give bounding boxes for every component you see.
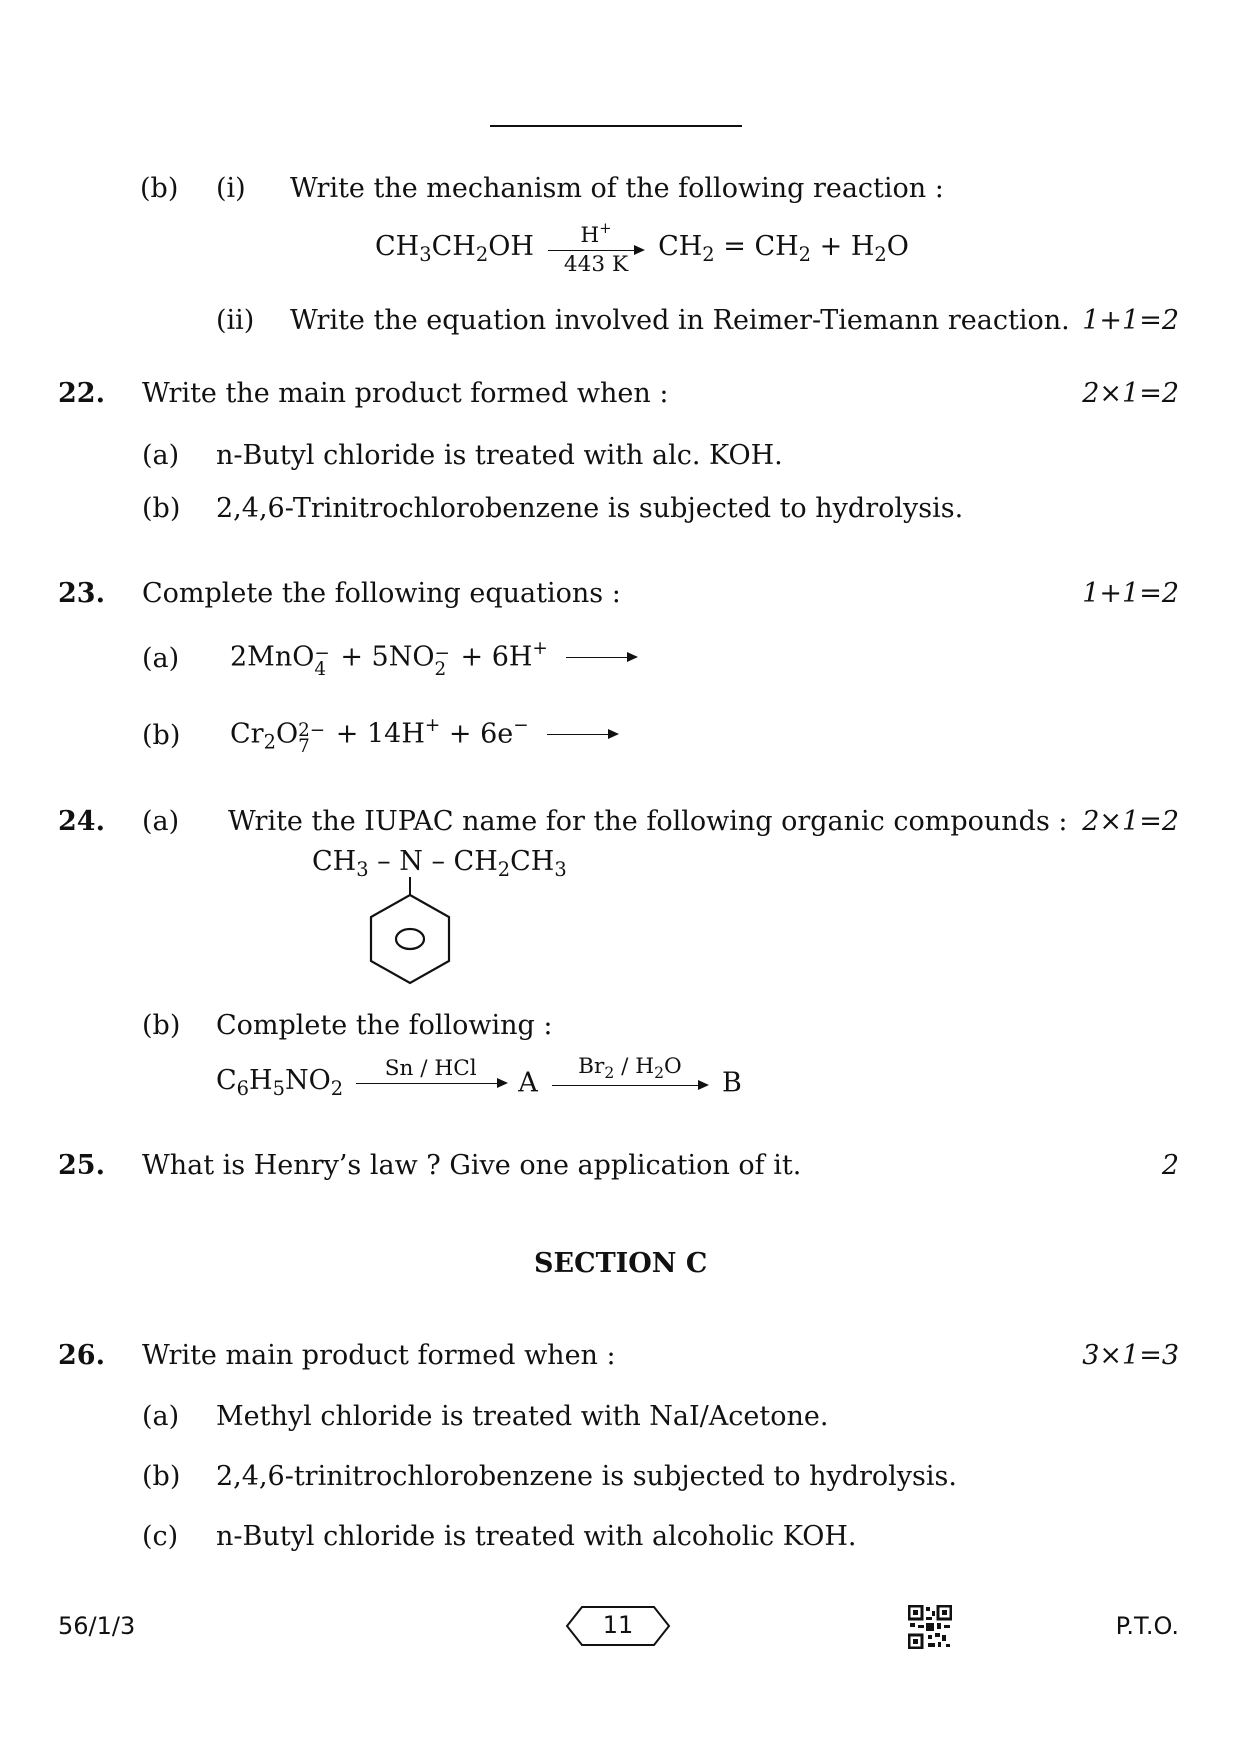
q26-number: 26. — [58, 1340, 105, 1371]
q22-marks: 2×1=2 — [1082, 378, 1179, 409]
q24-b-arrow-2: $Br_2 / H_2O$ — [552, 1056, 707, 1110]
q23-marks: 1+1=2 — [1082, 578, 1179, 609]
q23-b-label: (b) — [142, 720, 181, 751]
q26-text: Write main product formed when : — [142, 1340, 616, 1371]
q24-b-text: Complete the following : — [216, 1010, 553, 1041]
page-number: 11 — [602, 1611, 634, 1639]
q23-a-arrow — [566, 657, 636, 658]
q24-a-text: Write the IUPAC name for the following organic compounds : — [228, 806, 1068, 837]
q22-number: 22. — [58, 378, 105, 409]
q21b-ii-label: (ii) — [216, 305, 255, 336]
q23-b-arrow — [547, 734, 617, 735]
q21b-reaction: $CH_3CH_2OH$ $\frac{H^+}{443 K}$ $CH_2 = CH_2 + H_2O$ — [375, 220, 909, 277]
q24-marks: 2×1=2 — [1082, 806, 1179, 837]
q23-number: 23. — [58, 578, 105, 609]
q22-a-label: (a) — [142, 440, 180, 471]
q21b-i-label: (i) — [216, 173, 246, 204]
section-heading: SECTION C — [534, 1248, 708, 1279]
footer-pto: P.T.O. — [1115, 1612, 1179, 1640]
q26-marks: 3×1=3 — [1082, 1340, 1179, 1371]
q22-a-text: n-Butyl chloride is treated with alc. KOH. — [216, 440, 783, 471]
qr-code-icon — [908, 1605, 952, 1649]
q22-text: Write the main product formed when : — [142, 378, 669, 409]
q24-structure-formula: $CH_3$ – N – $CH_2CH_3$ — [312, 846, 567, 882]
q26-b-label: (b) — [142, 1461, 181, 1492]
q23-a-equation: 2MnO − 4 + 5NO − 2 + 6H+ — [230, 640, 636, 679]
q26-c-text: n-Butyl chloride is treated with alcoholic KOH. — [216, 1521, 857, 1552]
q21b-marks: 1+1=2 — [1082, 305, 1179, 336]
q23-text: Complete the following equations : — [142, 578, 621, 609]
q21b-reaction-arrow: $\frac{H^+}{443 K}$ — [548, 222, 643, 275]
q26-a-label: (a) — [142, 1401, 180, 1432]
q24-a-label: (a) — [142, 806, 180, 837]
q22-b-label: (b) — [142, 493, 181, 524]
q24-b-arrow-1: Sn / HCl — [356, 1058, 506, 1108]
q26-a-text: Methyl chloride is treated with NaI/Acetone. — [216, 1401, 829, 1432]
q23-b-equation: $Cr_2O$ 2− 7 + 14H+ + 6e− — [230, 717, 617, 756]
footer-code: 56/1/3 — [58, 1612, 136, 1640]
top-rule — [490, 125, 742, 127]
q23-a-label: (a) — [142, 643, 180, 674]
q26-c-label: (c) — [142, 1521, 179, 1552]
q26-b-text: 2,4,6-trinitrochlorobenzene is subjected to hydrolysis. — [216, 1461, 957, 1492]
q25-text: What is Henry’s law ? Give one application of it. — [142, 1150, 802, 1181]
q24-number: 24. — [58, 806, 105, 837]
benzene-ring-icon — [360, 875, 460, 995]
q21b-label: (b) — [140, 173, 179, 204]
q25-number: 25. — [58, 1150, 105, 1181]
q25-marks: 2 — [1161, 1150, 1179, 1181]
q21b-ii-text: Write the equation involved in Reimer-Tiemann reaction. — [290, 305, 1070, 336]
page-number-badge — [564, 1604, 672, 1648]
q22-b-text: 2,4,6-Trinitrochlorobenzene is subjected to hydrolysis. — [216, 493, 964, 524]
q24-b-label: (b) — [142, 1010, 181, 1041]
q24-b-equation: $C_6H_5NO_2$ Sn / HCl A $Br_2 / H_2O$ B — [216, 1056, 742, 1110]
q21b-i-text: Write the mechanism of the following reaction : — [290, 173, 944, 204]
